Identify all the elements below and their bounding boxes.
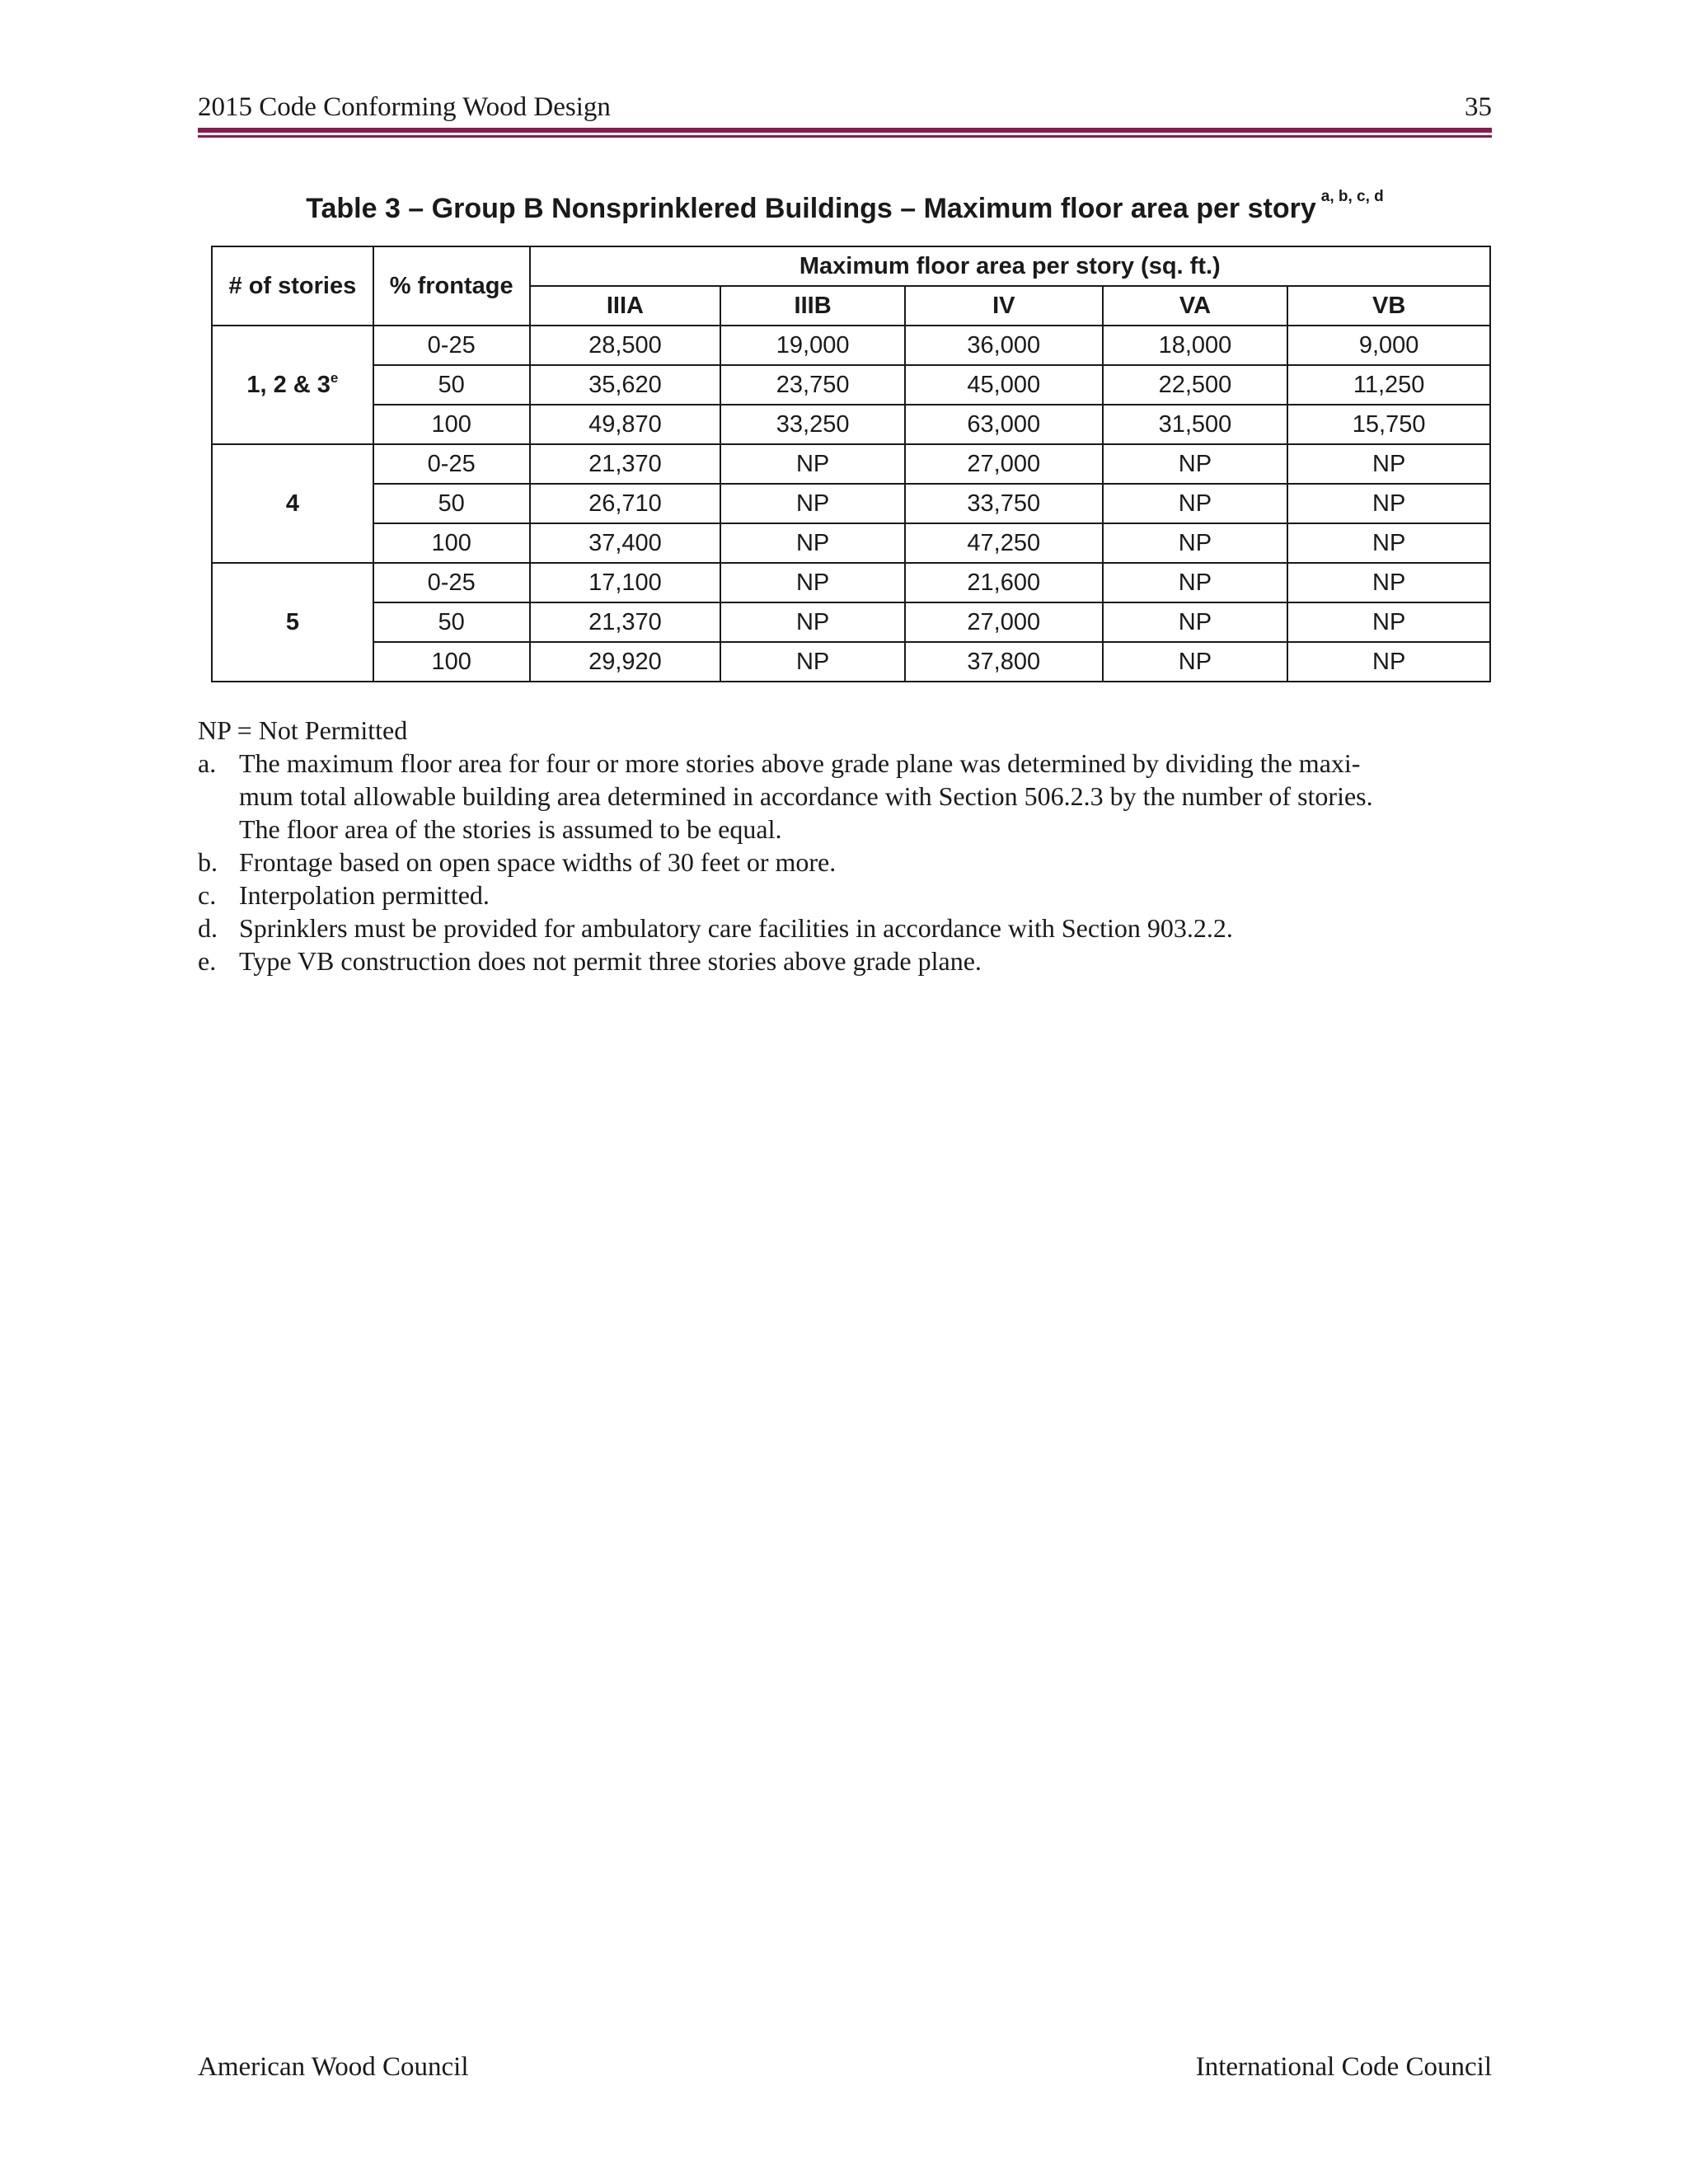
stories-cell [212,563,373,682]
value-cell: 49,870 [530,405,721,444]
table-title-footnote-refs: a, b, c, d [1320,188,1384,205]
value-cell: 22,500 [1103,365,1288,405]
header-stories: # of stories [212,246,373,326]
table-row [212,484,1490,523]
frontage-cell: 100 [373,642,530,682]
value-cell: 26,710 [530,484,721,523]
note-d [198,912,1492,944]
value-cell: NP [1287,642,1490,682]
frontage-cell: 0-25 [373,563,530,602]
note-c [198,879,1492,912]
value-cell: 18,000 [1103,326,1288,365]
value-cell: 21,370 [530,444,721,484]
header-frontage: % frontage [373,246,530,326]
table-row [212,444,1490,484]
footer-publisher-right: International Code Council [1195,2052,1492,2082]
np-definition: NP = Not Permitted [198,715,408,745]
note-letter: a. [198,748,217,778]
value-cell: NP [1287,563,1490,602]
value-cell: 9,000 [1287,326,1490,365]
frontage-cell: 50 [373,602,530,642]
value-cell: NP [1103,484,1288,523]
value-cell: 36,000 [905,326,1103,365]
value-cell: 21,370 [530,602,721,642]
value-cell: NP [1103,523,1288,563]
value-cell: NP [720,523,905,563]
note-letter: d. [198,913,218,943]
value-cell: 23,750 [720,365,905,405]
note-line: Type VB construction does not permit three stories above grade plane. [239,946,982,976]
frontage-cell: 50 [373,484,530,523]
value-cell: 35,620 [530,365,721,405]
frontage-cell: 100 [373,405,530,444]
value-cell: NP [720,563,905,602]
note-line: Interpolation permitted. [239,880,490,910]
table-title [198,188,1492,225]
page-header [198,89,1492,130]
value-cell: NP [1103,563,1288,602]
header-rule-thin [198,135,1492,138]
value-cell: NP [1103,444,1288,484]
header-type-iiib: IIIB [720,286,905,326]
value-cell: NP [1103,602,1288,642]
table-row [212,405,1490,444]
note-line: The maximum floor area for four or more stories above grade plane was determined by dividing the maxi- [239,748,1361,778]
value-cell: 28,500 [530,326,721,365]
value-cell: NP [720,484,905,523]
table-title-text: Table 3 – Group B Nonsprinklered Buildings – Maximum floor area per story [306,193,1316,224]
value-cell: 47,250 [905,523,1103,563]
value-cell: NP [720,602,905,642]
value-cell: 11,250 [1287,365,1490,405]
value-cell: NP [1287,484,1490,523]
value-cell: 45,000 [905,365,1103,405]
note-e [198,944,1492,977]
note-b [198,846,1492,879]
stories-label: 1, 2 & 3 [246,371,331,398]
header-rule-thick [198,128,1492,133]
table-notes [198,714,1492,977]
floor-area-table [211,246,1491,682]
header-type-vb: VB [1287,286,1490,326]
value-cell: 29,920 [530,642,721,682]
stories-footnote-ref: e [330,369,339,386]
running-title: 2015 Code Conforming Wood Design [198,92,611,122]
value-cell: NP [1287,523,1490,563]
stories-cell [212,326,373,444]
table-row [212,642,1490,682]
header-type-va: VA [1103,286,1288,326]
value-cell: NP [1287,444,1490,484]
note-a [198,747,1492,846]
header-type-iv: IV [905,286,1103,326]
value-cell: 33,750 [905,484,1103,523]
note-letter: b. [198,847,218,877]
note-line: Sprinklers must be provided for ambulatory care facilities in accordance with Section 903.2.2. [239,913,1233,943]
note-line: mum total allowable building area determined in accordance with Section 506.2.3 by the number of stories. [239,781,1373,811]
value-cell: 19,000 [720,326,905,365]
stories-label: 5 [285,608,299,635]
stories-label: 4 [285,490,299,517]
value-cell: 31,500 [1103,405,1288,444]
table-row [212,523,1490,563]
value-cell: 27,000 [905,602,1103,642]
value-cell: 27,000 [905,444,1103,484]
note-letter: e. [198,946,217,976]
value-cell: 63,000 [905,405,1103,444]
value-cell: 37,400 [530,523,721,563]
table-header-row-1 [212,246,1490,286]
frontage-cell: 0-25 [373,444,530,484]
note-line: The floor area of the stories is assumed to be equal. [239,814,782,844]
page-number: 35 [1465,92,1492,122]
note-letter: c. [198,880,217,910]
value-cell: NP [1287,602,1490,642]
table-row [212,602,1490,642]
table-row [212,365,1490,405]
value-cell: NP [720,642,905,682]
frontage-cell: 100 [373,523,530,563]
frontage-cell: 50 [373,365,530,405]
table-row [212,326,1490,365]
header-type-iiia: IIIA [530,286,721,326]
value-cell: 37,800 [905,642,1103,682]
value-cell: 33,250 [720,405,905,444]
frontage-cell: 0-25 [373,326,530,365]
note-line: Frontage based on open space widths of 30 feet or more. [239,847,837,877]
header-max-floor-area: Maximum floor area per story (sq. ft.) [530,246,1490,286]
value-cell: NP [1103,642,1288,682]
value-cell: NP [720,444,905,484]
value-cell: 21,600 [905,563,1103,602]
table-row [212,563,1490,602]
value-cell: 15,750 [1287,405,1490,444]
value-cell: 17,100 [530,563,721,602]
stories-cell [212,444,373,563]
footer-publisher-left: American Wood Council [198,2052,469,2082]
